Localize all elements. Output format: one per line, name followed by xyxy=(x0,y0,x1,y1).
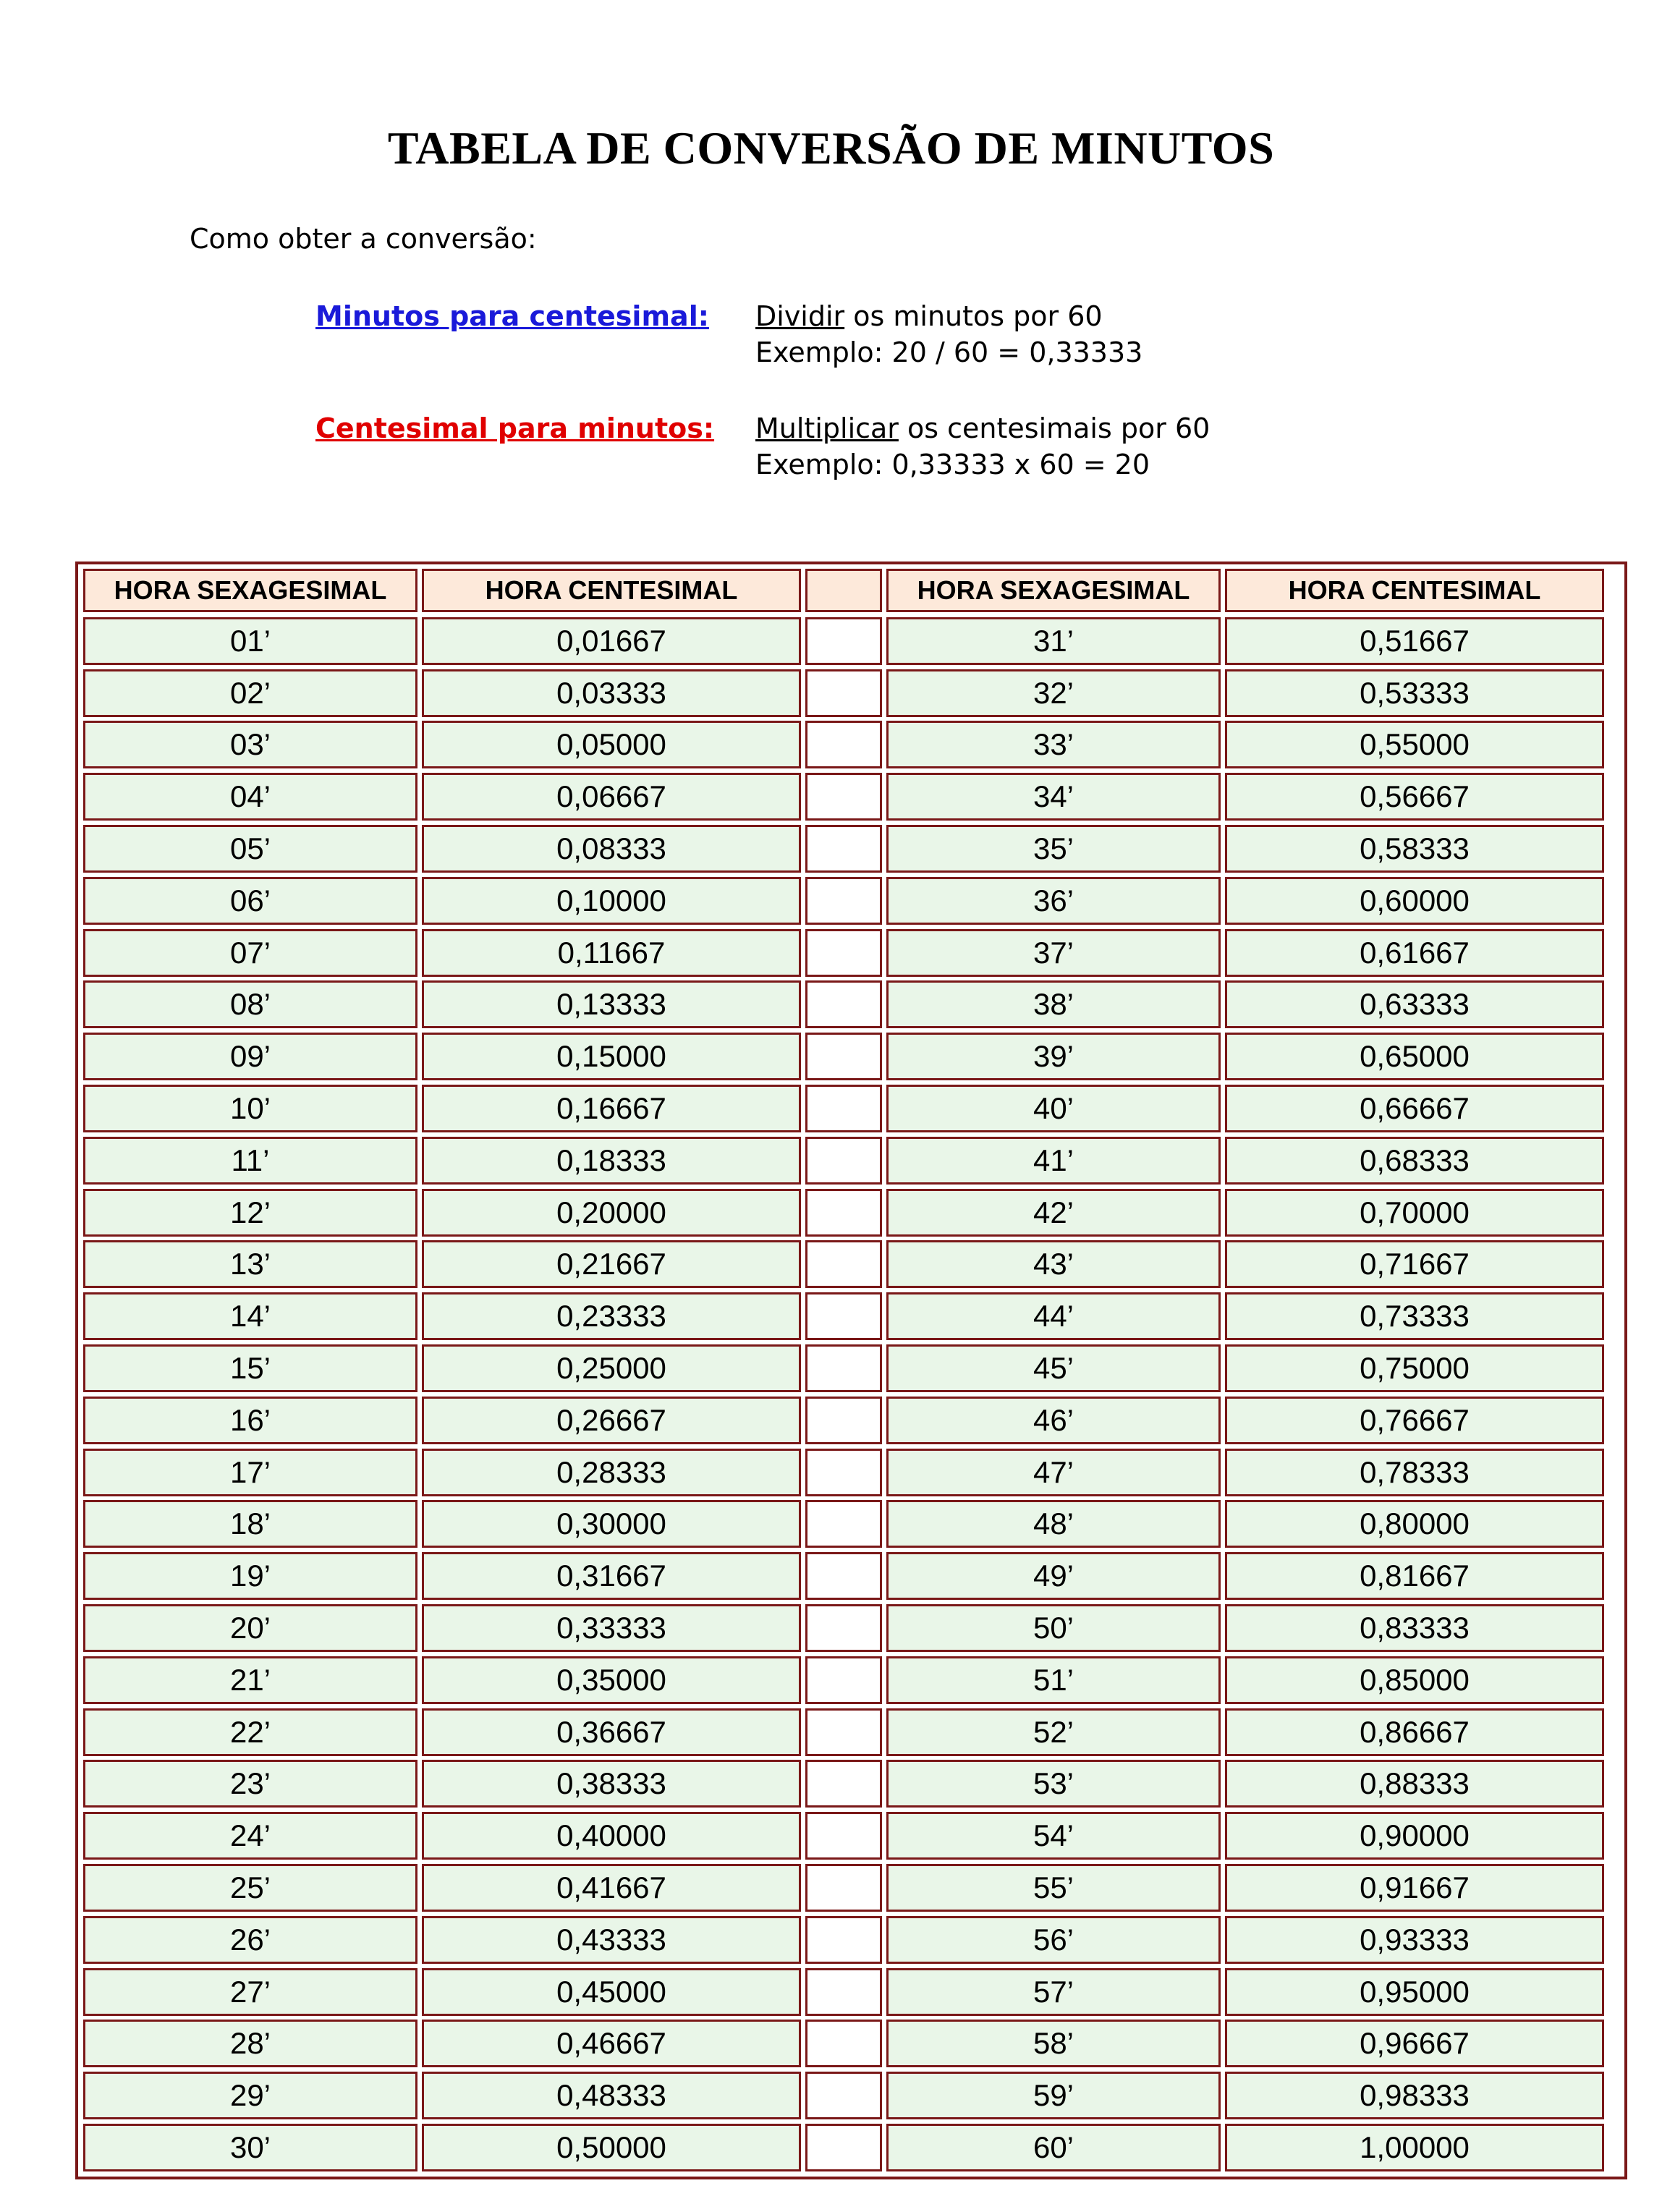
centesimal-cell: 0,73333 xyxy=(1225,1292,1604,1340)
sexagesimal-cell: 14’ xyxy=(83,1292,417,1340)
table-row xyxy=(81,1550,1621,1602)
centesimal-cell: 0,98333 xyxy=(1225,2072,1604,2119)
spacer-cell xyxy=(805,825,882,873)
centesimal-cell: 0,38333 xyxy=(422,1760,801,1808)
sexagesimal-cell: 52’ xyxy=(886,1708,1221,1756)
spacer-cell xyxy=(805,1604,882,1652)
spacer-cell xyxy=(805,1189,882,1237)
centesimal-cell: 0,43333 xyxy=(422,1916,801,1964)
sexagesimal-cell: 56’ xyxy=(886,1916,1221,1964)
spacer-cell xyxy=(805,1760,882,1808)
table-row xyxy=(81,1290,1621,1342)
centesimal-cell: 0,95000 xyxy=(1225,1968,1604,2016)
centesimal-cell: 0,36667 xyxy=(422,1708,801,1756)
table-row xyxy=(81,1239,1621,1291)
spacer-cell xyxy=(805,2124,882,2171)
table-row xyxy=(81,1082,1621,1135)
sexagesimal-cell: 15’ xyxy=(83,1344,417,1392)
sexagesimal-cell: 10’ xyxy=(83,1085,417,1132)
sexagesimal-cell: 27’ xyxy=(83,1968,417,2016)
sexagesimal-cell: 24’ xyxy=(83,1812,417,1860)
instruction-verb: Dividir xyxy=(755,300,845,332)
sexagesimal-cell: 20’ xyxy=(83,1604,417,1652)
table-row xyxy=(81,979,1621,1031)
spacer-cell xyxy=(805,1968,882,2016)
sexagesimal-cell: 57’ xyxy=(886,1968,1221,2016)
centesimal-cell: 0,11667 xyxy=(422,929,801,977)
sexagesimal-cell: 13’ xyxy=(83,1240,417,1288)
table-row xyxy=(81,1030,1621,1082)
sexagesimal-cell: 53’ xyxy=(886,1760,1221,1808)
centesimal-cell: 0,23333 xyxy=(422,1292,801,1340)
sexagesimal-cell: 41’ xyxy=(886,1137,1221,1185)
spacer-cell xyxy=(805,1500,882,1548)
centesimal-cell: 0,75000 xyxy=(1225,1344,1604,1392)
centesimal-cell: 0,80000 xyxy=(1225,1500,1604,1548)
sexagesimal-cell: 37’ xyxy=(886,929,1221,977)
table-row xyxy=(81,1135,1621,1187)
sexagesimal-cell: 04’ xyxy=(83,773,417,821)
table-row xyxy=(81,823,1621,875)
centesimal-cell: 0,26667 xyxy=(422,1397,801,1444)
spacer-cell xyxy=(805,1708,882,1756)
sexagesimal-cell: 18’ xyxy=(83,1500,417,1548)
header-hora-sexagesimal: HORA SEXAGESIMAL xyxy=(83,569,417,612)
sexagesimal-cell: 06’ xyxy=(83,877,417,925)
sexagesimal-cell: 30’ xyxy=(83,2124,417,2171)
centesimal-cell: 0,68333 xyxy=(1225,1137,1604,1185)
sexagesimal-cell: 05’ xyxy=(83,825,417,873)
spacer-cell xyxy=(805,721,882,768)
table-row xyxy=(81,1602,1621,1654)
centesimal-cell: 0,16667 xyxy=(422,1085,801,1132)
sexagesimal-cell: 54’ xyxy=(886,1812,1221,1860)
spacer-cell xyxy=(805,1916,882,1964)
table-row xyxy=(81,1914,1621,1966)
table-row xyxy=(81,615,1621,667)
centesimal-cell: 1,00000 xyxy=(1225,2124,1604,2171)
table-row xyxy=(81,2018,1621,2070)
table-row xyxy=(81,1394,1621,1446)
sexagesimal-cell: 58’ xyxy=(886,2020,1221,2067)
table-row xyxy=(81,2069,1621,2122)
centesimal-cell: 0,86667 xyxy=(1225,1708,1604,1756)
spacer-cell xyxy=(805,773,882,821)
centesimal-cell: 0,70000 xyxy=(1225,1189,1604,1237)
sexagesimal-cell: 03’ xyxy=(83,721,417,768)
table-row xyxy=(81,1966,1621,2018)
spacer-cell xyxy=(805,2072,882,2119)
centesimal-cell: 0,78333 xyxy=(1225,1449,1604,1496)
instruction-example: Exemplo: 0,33333 x 60 = 20 xyxy=(755,449,1150,480)
table-row xyxy=(81,667,1621,719)
table-row xyxy=(81,1706,1621,1758)
centesimal-cell: 0,63333 xyxy=(1225,980,1604,1028)
spacer-cell xyxy=(805,1449,882,1496)
spacer-cell xyxy=(805,1552,882,1600)
sexagesimal-cell: 59’ xyxy=(886,2072,1221,2119)
table-row xyxy=(81,2122,1621,2174)
instruction-label: Centesimal para minutos: xyxy=(315,412,715,444)
sexagesimal-cell: 40’ xyxy=(886,1085,1221,1132)
table-row xyxy=(81,1654,1621,1706)
sexagesimal-cell: 28’ xyxy=(83,2020,417,2067)
centesimal-cell: 0,20000 xyxy=(422,1189,801,1237)
spacer-cell xyxy=(805,1292,882,1340)
centesimal-cell: 0,81667 xyxy=(1225,1552,1604,1600)
table-row xyxy=(81,1810,1621,1862)
sexagesimal-cell: 29’ xyxy=(83,2072,417,2119)
centesimal-cell: 0,18333 xyxy=(422,1137,801,1185)
sexagesimal-cell: 02’ xyxy=(83,669,417,717)
sexagesimal-cell: 22’ xyxy=(83,1708,417,1756)
intro-text: Como obter a conversão: xyxy=(190,223,537,255)
spacer-cell xyxy=(805,1033,882,1080)
spacer-cell xyxy=(805,980,882,1028)
centesimal-cell: 0,93333 xyxy=(1225,1916,1604,1964)
spacer-cell xyxy=(805,1656,882,1704)
table-row xyxy=(81,1342,1621,1394)
sexagesimal-cell: 25’ xyxy=(83,1864,417,1912)
sexagesimal-cell: 23’ xyxy=(83,1760,417,1808)
instruction-description: Multiplicar os centesimais por 60 xyxy=(755,412,1211,444)
sexagesimal-cell: 50’ xyxy=(886,1604,1221,1652)
spacer-cell xyxy=(805,1397,882,1444)
table-row xyxy=(81,771,1621,823)
centesimal-cell: 0,85000 xyxy=(1225,1656,1604,1704)
spacer-cell xyxy=(805,1812,882,1860)
centesimal-cell: 0,25000 xyxy=(422,1344,801,1392)
centesimal-cell: 0,45000 xyxy=(422,1968,801,2016)
conversion-table xyxy=(75,562,1627,2179)
centesimal-cell: 0,35000 xyxy=(422,1656,801,1704)
centesimal-cell: 0,96667 xyxy=(1225,2020,1604,2067)
centesimal-cell: 0,10000 xyxy=(422,877,801,925)
centesimal-cell: 0,41667 xyxy=(422,1864,801,1912)
table-row xyxy=(81,1758,1621,1810)
table-row xyxy=(81,1499,1621,1551)
centesimal-cell: 0,13333 xyxy=(422,980,801,1028)
centesimal-cell: 0,56667 xyxy=(1225,773,1604,821)
sexagesimal-cell: 21’ xyxy=(83,1656,417,1704)
centesimal-cell: 0,01667 xyxy=(422,617,801,665)
centesimal-cell: 0,28333 xyxy=(422,1449,801,1496)
sexagesimal-cell: 35’ xyxy=(886,825,1221,873)
sexagesimal-cell: 43’ xyxy=(886,1240,1221,1288)
sexagesimal-cell: 39’ xyxy=(886,1033,1221,1080)
header-hora-centesimal: HORA CENTESIMAL xyxy=(422,569,801,612)
centesimal-cell: 0,08333 xyxy=(422,825,801,873)
sexagesimal-cell: 09’ xyxy=(83,1033,417,1080)
sexagesimal-cell: 49’ xyxy=(886,1552,1221,1600)
sexagesimal-cell: 55’ xyxy=(886,1864,1221,1912)
centesimal-cell: 0,48333 xyxy=(422,2072,801,2119)
spacer-cell xyxy=(805,1864,882,1912)
centesimal-cell: 0,06667 xyxy=(422,773,801,821)
sexagesimal-cell: 47’ xyxy=(886,1449,1221,1496)
table-row xyxy=(81,1446,1621,1499)
sexagesimal-cell: 42’ xyxy=(886,1189,1221,1237)
table-row xyxy=(81,875,1621,927)
sexagesimal-cell: 19’ xyxy=(83,1552,417,1600)
spacer-cell xyxy=(805,669,882,717)
spacer-cell xyxy=(805,2020,882,2067)
centesimal-cell: 0,40000 xyxy=(422,1812,801,1860)
sexagesimal-cell: 08’ xyxy=(83,980,417,1028)
sexagesimal-cell: 32’ xyxy=(886,669,1221,717)
centesimal-cell: 0,51667 xyxy=(1225,617,1604,665)
spacer-cell xyxy=(805,1085,882,1132)
centesimal-cell: 0,65000 xyxy=(1225,1033,1604,1080)
sexagesimal-cell: 33’ xyxy=(886,721,1221,768)
table-row xyxy=(81,927,1621,979)
centesimal-cell: 0,03333 xyxy=(422,669,801,717)
spacer-cell xyxy=(805,929,882,977)
centesimal-cell: 0,53333 xyxy=(1225,669,1604,717)
centesimal-cell: 0,33333 xyxy=(422,1604,801,1652)
centesimal-cell: 0,83333 xyxy=(1225,1604,1604,1652)
sexagesimal-cell: 26’ xyxy=(83,1916,417,1964)
sexagesimal-cell: 16’ xyxy=(83,1397,417,1444)
sexagesimal-cell: 46’ xyxy=(886,1397,1221,1444)
centesimal-cell: 0,88333 xyxy=(1225,1760,1604,1808)
table-header-row xyxy=(81,567,1621,615)
sexagesimal-cell: 36’ xyxy=(886,877,1221,925)
centesimal-cell: 0,31667 xyxy=(422,1552,801,1600)
centesimal-cell: 0,66667 xyxy=(1225,1085,1604,1132)
centesimal-cell: 0,71667 xyxy=(1225,1240,1604,1288)
sexagesimal-cell: 12’ xyxy=(83,1189,417,1237)
sexagesimal-cell: 51’ xyxy=(886,1656,1221,1704)
sexagesimal-cell: 11’ xyxy=(83,1137,417,1185)
header-spacer xyxy=(805,569,882,612)
centesimal-cell: 0,21667 xyxy=(422,1240,801,1288)
table-row xyxy=(81,1187,1621,1239)
centesimal-cell: 0,58333 xyxy=(1225,825,1604,873)
spacer-cell xyxy=(805,1137,882,1185)
sexagesimal-cell: 38’ xyxy=(886,980,1221,1028)
sexagesimal-cell: 07’ xyxy=(83,929,417,977)
instruction-label: Minutos para centesimal: xyxy=(315,300,709,332)
centesimal-cell: 0,90000 xyxy=(1225,1812,1604,1860)
header-hora-sexagesimal: HORA SEXAGESIMAL xyxy=(886,569,1221,612)
sexagesimal-cell: 34’ xyxy=(886,773,1221,821)
centesimal-cell: 0,61667 xyxy=(1225,929,1604,977)
instruction-verb: Multiplicar xyxy=(755,412,899,444)
table-row xyxy=(81,719,1621,771)
centesimal-cell: 0,55000 xyxy=(1225,721,1604,768)
spacer-cell xyxy=(805,617,882,665)
sexagesimal-cell: 01’ xyxy=(83,617,417,665)
sexagesimal-cell: 60’ xyxy=(886,2124,1221,2171)
sexagesimal-cell: 44’ xyxy=(886,1292,1221,1340)
sexagesimal-cell: 31’ xyxy=(886,617,1221,665)
spacer-cell xyxy=(805,1240,882,1288)
spacer-cell xyxy=(805,1344,882,1392)
table-row xyxy=(81,1862,1621,1914)
centesimal-cell: 0,30000 xyxy=(422,1500,801,1548)
instruction-example: Exemplo: 20 / 60 = 0,33333 xyxy=(755,336,1143,368)
centesimal-cell: 0,91667 xyxy=(1225,1864,1604,1912)
sexagesimal-cell: 45’ xyxy=(886,1344,1221,1392)
sexagesimal-cell: 17’ xyxy=(83,1449,417,1496)
centesimal-cell: 0,76667 xyxy=(1225,1397,1604,1444)
centesimal-cell: 0,15000 xyxy=(422,1033,801,1080)
centesimal-cell: 0,60000 xyxy=(1225,877,1604,925)
page-title: TABELA DE CONVERSÃO DE MINUTOS xyxy=(387,122,1275,174)
centesimal-cell: 0,05000 xyxy=(422,721,801,768)
instruction-description: Dividir os minutos por 60 xyxy=(755,300,1103,332)
spacer-cell xyxy=(805,877,882,925)
header-hora-centesimal: HORA CENTESIMAL xyxy=(1225,569,1604,612)
centesimal-cell: 0,50000 xyxy=(422,2124,801,2171)
centesimal-cell: 0,46667 xyxy=(422,2020,801,2067)
sexagesimal-cell: 48’ xyxy=(886,1500,1221,1548)
